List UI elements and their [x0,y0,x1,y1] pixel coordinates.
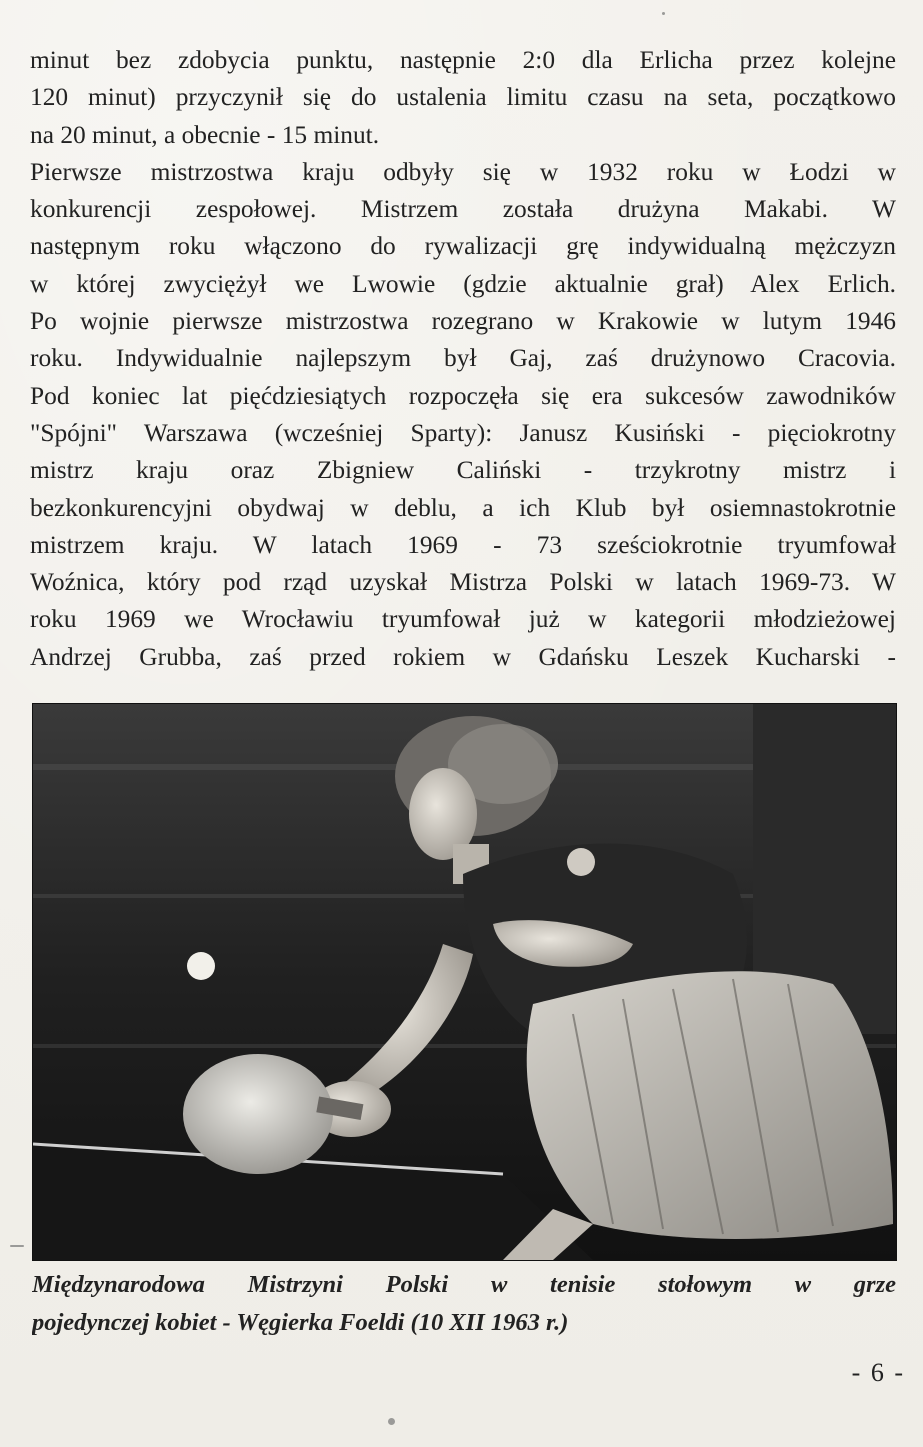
text-line: Andrzej Grubba, zaś przed rokiem w Gdańsku Leszek Kucharski - [30,642,896,671]
text-line: "Spójni" Warszawa (wcześniej Sparty): Janusz Kusiński - pięciokrotny [30,418,896,447]
table-tennis-photo [32,703,897,1261]
text-line: Woźnica, który pod rząd uzyskał Mistrza Polski w latach 1969-73. W [30,568,896,597]
paper-speck [388,1418,395,1425]
text-line: minut bez zdobycia punktu, następnie 2:0 dla Erlicha przez kolejne [30,46,896,74]
paddle [183,1054,333,1174]
caption-line: Międzynarodowa Mistrzyni Polski w tenisie stołowym w grze [32,1271,896,1298]
paper-speck [10,1245,24,1247]
text-line: 120 minut) przyczynił się do ustalenia limitu czasu na seta, początkowo [30,83,896,112]
text-line: w której zwyciężył we Lwowie (gdzie aktualnie grał) Alex Erlich. [30,269,896,298]
text-line: następnym roku włączono do rywalizacji grę indywidualną mężczyzn [30,232,896,261]
paper-speck [662,12,665,15]
emblem [567,848,595,876]
photo-caption [32,1266,896,1342]
text-line: mistrz kraju oraz Zbigniew Caliński - trzykrotny mistrz i [30,456,896,485]
body-text [30,42,896,676]
skirt [527,971,893,1239]
text-line: na 20 minut, a obecnie - 15 minut. [30,120,380,149]
text-line: Pierwsze mistrzostwa kraju odbyły się w 1932 roku w Łodzi w [30,157,896,186]
page-number: - 6 - [851,1358,905,1387]
caption-line: pojedynczej kobiet - Węgierka Foeldi (10 XII 1963 r.) [32,1309,569,1336]
text-line: bezkonkurencyjni obydwaj w deblu, a ich Klub był osiemnastokrotnie [30,493,896,522]
text-line: konkurencji zespołowej. Mistrzem została drużyna Makabi. W [30,195,896,224]
photo-illustration [33,704,896,1260]
text-line: mistrzem kraju. W latach 1969 - 73 sześciokrotnie tryumfował [30,530,896,559]
text-line: roku. Indywidualnie najlepszym był Gaj, zaś drużynowo Cracovia. [30,344,896,373]
text-line: Pod koniec lat pięćdziesiątych rozpoczęła się era sukcesów zawodników [30,381,896,410]
text-line: roku 1969 we Wrocławiu tryumfował już w kategorii młodzieżowej [30,605,896,634]
ball [187,952,215,980]
text-line: Po wojnie pierwsze mistrzostwa rozegrano w Krakowie w lutym 1946 [30,307,896,336]
